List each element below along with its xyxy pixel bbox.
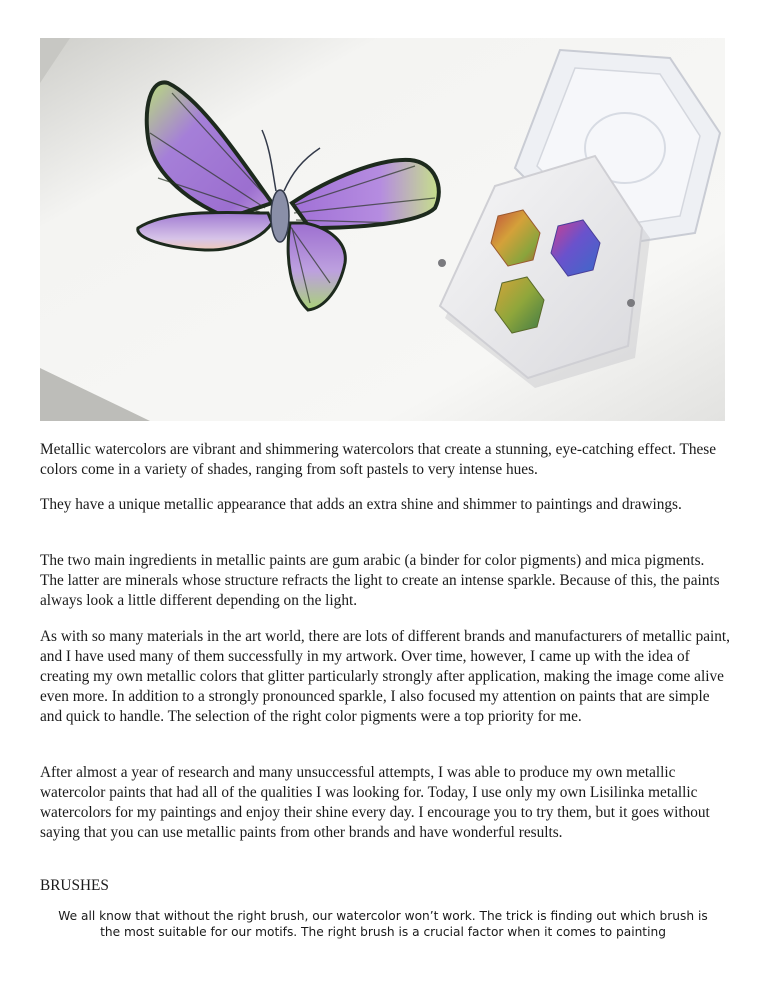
paragraph-brands: As with so many materials in the art world, there are lots of different brands and manufacturers of metallic paint, and I have used many of them successfully in my artwork. Over time, however, I came up with the idea of creating my own metallic colors that glitter particularly strongly after application, making the image come alive even more. In addition to a strongly pronounced sparkle, I also focused my attention on paints that are simple and quick to handle. The selection of the right color pigments were a top priority for me.: [40, 628, 730, 725]
paragraph-intro: Metallic watercolors are vibrant and shimmering watercolors that create a stunning, eye-catching effect. These colors come in a variety of shades, ranging from soft pastels to very intense hues.: [40, 441, 717, 478]
section-heading-brushes: BRUSHES: [40, 877, 109, 894]
hero-photo: [40, 38, 725, 421]
paragraph-ingredients: The two main ingredients in metallic paints are gum arabic (a binder for color pigments) and mica pigments. The latter are minerals whose structure refracts the light to create an intense sparkle. Because of this, the paints always look a little different depending on the light.: [40, 552, 720, 609]
paragraph-own-paints: After almost a year of research and many unsuccessful attempts, I was able to produce my own metallic watercolor paints that had all of the qualities I was looking for. Today, I use only my own Lisilinka metallic watercolors for my paintings and enjoy their shine every day. I encourage you to try them, but it goes without saying that you can use metallic paints from other brands and have wonderful results.: [40, 764, 710, 841]
brushes-intro-text: We all know that without the right brush, our watercolor won’t work. The trick is finding out which brush is the most suitable for our motifs. The right brush is a crucial factor when it comes to painting: [58, 909, 708, 939]
paragraph-appearance: They have a unique metallic appearance that adds an extra shine and shimmer to paintings and drawings.: [40, 496, 682, 513]
